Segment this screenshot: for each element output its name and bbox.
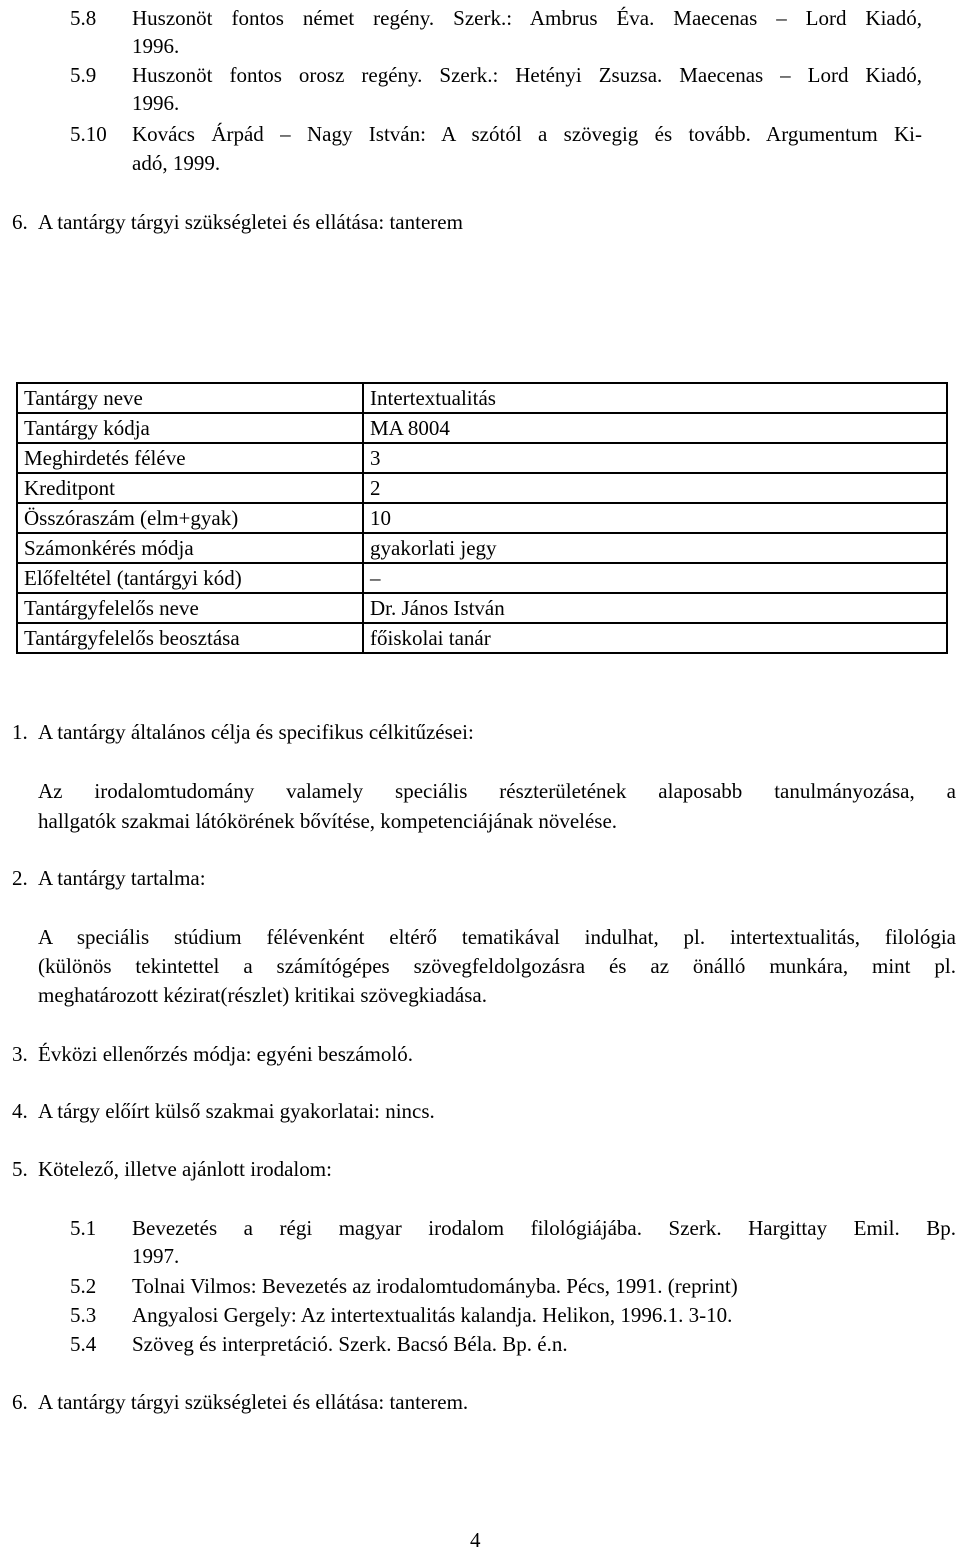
section-heading: A tárgy előírt külső szakmai gyakorlatai: nincs.	[38, 1099, 435, 1123]
table-row	[17, 623, 947, 653]
list-item-number: 5.8	[70, 6, 97, 30]
section-body-line: Az irodalomtudomány valamely speciális részterületének alaposabb tanulmányozása, a	[38, 779, 956, 803]
section-heading: A tantárgy tartalma:	[38, 866, 206, 890]
list-item-text: Kovács Árpád – Nagy István: A szótól a szövegig és tovább. Argumentum Ki-	[132, 122, 922, 146]
list-item-text: Tolnai Vilmos: Bevezetés az irodalomtudományba. Pécs, 1991. (reprint)	[132, 1274, 738, 1298]
table-value-cell: Intertextualitás	[363, 383, 947, 413]
table-label-cell: Kreditpont	[17, 473, 363, 503]
section-heading: A tantárgy általános célja és specifikus célkitűzései:	[38, 720, 474, 744]
list-item-number: 5.10	[70, 122, 107, 146]
table-row	[17, 383, 947, 413]
table-row	[17, 533, 947, 563]
list-item-text-cont: 1996.	[132, 34, 180, 58]
table-label-cell: Összóraszám (elm+gyak)	[17, 503, 363, 533]
section-heading: A tantárgy tárgyi szükségletei és ellátása: tanterem.	[38, 1390, 469, 1414]
table-value-cell: Dr. János István	[363, 593, 947, 623]
table-row	[17, 593, 947, 623]
list-item-text: Huszonöt fontos orosz regény. Szerk.: Hetényi Zsuzsa. Maecenas – Lord Kiadó,	[132, 63, 922, 87]
section-number: 6.	[12, 210, 28, 234]
section-heading: A tantárgy tárgyi szükségletei és ellátása: tanterem	[38, 210, 463, 234]
section-number: 4.	[12, 1099, 28, 1123]
section-heading: Évközi ellenőrzés módja: egyéni beszámoló.	[38, 1042, 413, 1066]
table-label-cell: Meghirdetés féléve	[17, 443, 363, 473]
page-number: 4	[470, 1528, 481, 1552]
table-label-cell: Számonkérés módja	[17, 533, 363, 563]
list-item-text-cont: adó, 1999.	[132, 151, 221, 175]
table-label-cell: Tantárgy neve	[17, 383, 363, 413]
table-row	[17, 473, 947, 503]
section-body-line: (különös tekintettel a számítógépes szövegfeldolgozásra és az önálló munkára, mint pl.	[38, 954, 956, 978]
list-item-number: 5.4	[70, 1332, 97, 1356]
section-heading: Kötelező, illetve ajánlott irodalom:	[38, 1157, 332, 1181]
table-label-cell: Tantárgy kódja	[17, 413, 363, 443]
table-value-cell: –	[363, 563, 947, 593]
list-item-text: Huszonöt fontos német regény. Szerk.: Ambrus Éva. Maecenas – Lord Kiadó,	[132, 6, 922, 30]
list-item-number: 5.2	[70, 1274, 97, 1298]
section-number: 5.	[12, 1157, 28, 1181]
course-info-table	[16, 382, 948, 654]
list-item-number: 5.9	[70, 63, 97, 87]
list-item-number: 5.3	[70, 1303, 97, 1327]
section-body-line: A speciális stúdium félévenként eltérő tematikával indulhat, pl. intertextualitás, filológia	[38, 925, 956, 949]
list-item-number: 5.1	[70, 1216, 97, 1240]
table-value-cell: gyakorlati jegy	[363, 533, 947, 563]
section-number: 1.	[12, 720, 28, 744]
section-number: 2.	[12, 866, 28, 890]
table-value-cell: 2	[363, 473, 947, 503]
section-number: 3.	[12, 1042, 28, 1066]
list-item-text: Angyalosi Gergely: Az intertextualitás kalandja. Helikon, 1996.1. 3-10.	[132, 1303, 733, 1327]
table-value-cell: 10	[363, 503, 947, 533]
list-item-text-cont: 1997.	[132, 1244, 180, 1268]
table-row	[17, 413, 947, 443]
section-body-line: hallgatók szakmai látókörének bővítése, kompetenciájának növelése.	[38, 809, 618, 833]
table-value-cell: MA 8004	[363, 413, 947, 443]
section-body-line: meghatározott kézirat(részlet) kritikai szövegkiadása.	[38, 983, 487, 1007]
table-row	[17, 443, 947, 473]
table-row	[17, 503, 947, 533]
table-label-cell: Tantárgyfelelős neve	[17, 593, 363, 623]
list-item-text: Szöveg és interpretáció. Szerk. Bacsó Béla. Bp. é.n.	[132, 1332, 568, 1356]
table-label-cell: Előfeltétel (tantárgyi kód)	[17, 563, 363, 593]
table-label-cell: Tantárgyfelelős beosztása	[17, 623, 363, 653]
list-item-text-cont: 1996.	[132, 91, 180, 115]
section-number: 6.	[12, 1390, 28, 1414]
table-value-cell: 3	[363, 443, 947, 473]
table-row	[17, 563, 947, 593]
list-item-text: Bevezetés a régi magyar irodalom filológiájába. Szerk. Hargittay Emil. Bp.	[132, 1216, 956, 1240]
table-value-cell: főiskolai tanár	[363, 623, 947, 653]
